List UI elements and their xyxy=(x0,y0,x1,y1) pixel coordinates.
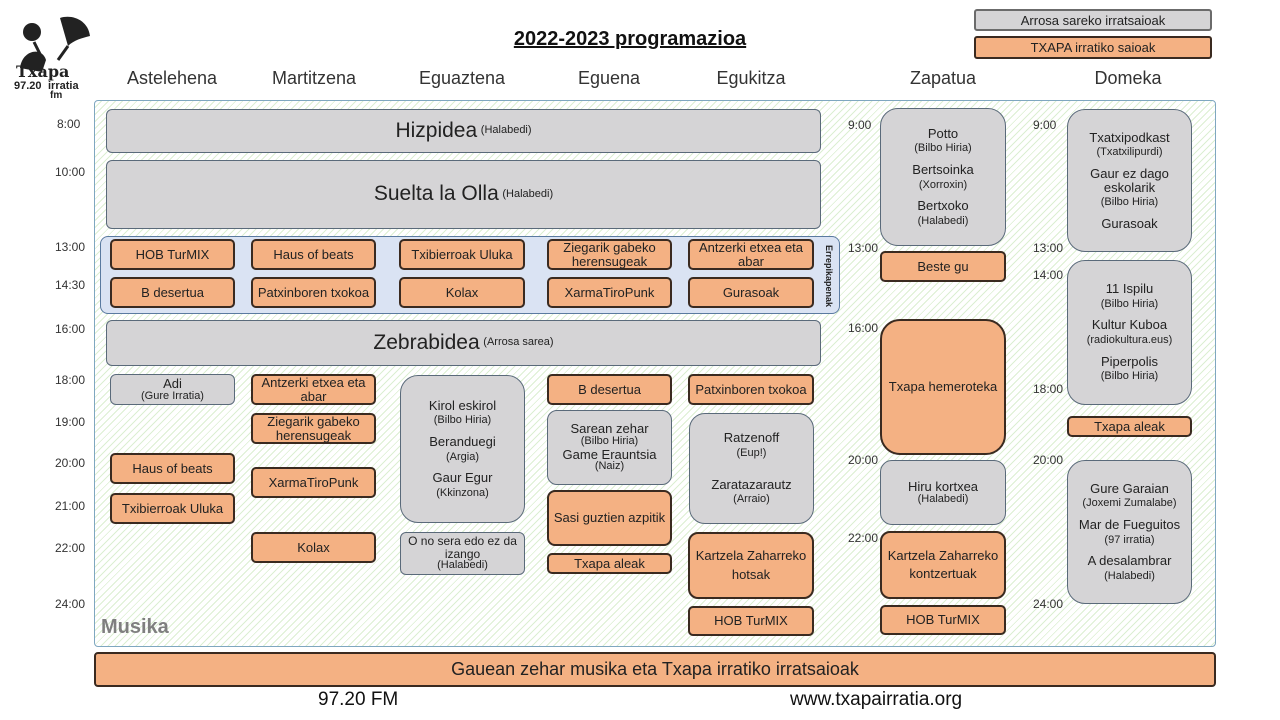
program-name: Suelta la Olla xyxy=(373,182,499,206)
program-o-no-sera[interactable] xyxy=(400,532,525,575)
program-source: (Arrosa sarea) xyxy=(483,336,554,349)
program-gurasoak[interactable]: Gurasoak xyxy=(688,277,814,308)
program-name: Gaur ez dago eskolarik xyxy=(1090,165,1169,195)
day-header-monday: Astelehena xyxy=(126,68,218,88)
program-group-saturday[interactable] xyxy=(880,108,1006,246)
program-item xyxy=(1088,554,1172,582)
program-group-sunday-evening[interactable] xyxy=(1067,460,1192,604)
program-name: Beranduegi xyxy=(429,433,496,449)
program-antzerki-etxea[interactable]: Antzerki etxea eta abar xyxy=(688,239,814,270)
repeats-label: Errepikapenak xyxy=(824,244,834,308)
program-group-sunday-morning[interactable] xyxy=(1067,109,1192,252)
musika-label: Musika xyxy=(101,616,169,638)
program-name: Bertxoko xyxy=(917,198,969,214)
program-name: Gurasoak xyxy=(1101,215,1158,231)
time-label: 9:00 xyxy=(848,118,872,132)
time-label: 22:00 xyxy=(848,531,879,545)
logo-irratia: irratia xyxy=(48,80,79,92)
program-kartzela-zaharreko-hotsak[interactable]: Kartzela Zaharreko hotsak xyxy=(688,532,814,599)
program-name: Hiru kortxea xyxy=(907,478,979,494)
program-xarmatiropunk[interactable]: XarmaTiroPunk xyxy=(547,277,672,308)
program-name: O no sera edo ez da izango xyxy=(408,534,517,561)
program-beste-gu[interactable]: Beste gu xyxy=(880,251,1006,282)
program-name: Ratzenoff xyxy=(723,430,780,446)
time-label: 20:00 xyxy=(55,456,86,470)
time-label: 18:00 xyxy=(55,373,86,387)
txapa-logo xyxy=(12,10,94,100)
program-group-sunday-afternoon[interactable] xyxy=(1067,260,1192,405)
program-source: (Halabedi) xyxy=(917,492,969,505)
program-patxinboren-txokoa[interactable]: Patxinboren txokoa xyxy=(688,374,814,405)
program-source: (Bilbo Hiria) xyxy=(1100,297,1159,310)
program-name: 11 Ispilu xyxy=(1105,281,1154,297)
day-header-sunday: Domeka xyxy=(1094,68,1162,88)
page-title: 2022-2023 programazioa xyxy=(513,28,747,50)
legend-txapa: TXAPA irratiko saioak xyxy=(974,36,1212,59)
time-label: 19:00 xyxy=(55,415,86,429)
program-item xyxy=(1101,217,1157,231)
program-item xyxy=(433,471,493,499)
time-label: 20:00 xyxy=(848,453,879,467)
program-source: (Halabedi) xyxy=(502,187,554,200)
program-antzerki-etxea[interactable]: Antzerki etxea eta abar xyxy=(251,374,376,405)
program-hob-turmix[interactable]: HOB TurMIX xyxy=(110,239,235,270)
program-source: (Bilbo Hiria) xyxy=(1100,370,1159,383)
time-label: 13:00 xyxy=(1033,241,1064,255)
program-haus-of-beats[interactable]: Haus of beats xyxy=(251,239,376,270)
program-source: (Eup!) xyxy=(736,446,767,459)
website-link[interactable]: www.txapairratia.org xyxy=(790,689,963,710)
program-name: Kirol eskirol xyxy=(428,397,497,413)
program-source: (Bilbo Hiria) xyxy=(580,434,639,447)
legend-arrosa: Arrosa sareko irratsaioak xyxy=(974,9,1212,31)
program-kolax[interactable]: Kolax xyxy=(251,532,376,563)
program-item xyxy=(1101,282,1158,310)
program-patxinboren-txokoa[interactable]: Patxinboren txokoa xyxy=(251,277,376,308)
time-label: 21:00 xyxy=(55,499,86,513)
day-header-friday: Egukitza xyxy=(716,68,786,88)
program-zebrabidea[interactable] xyxy=(106,320,821,366)
logo-name: Txapa xyxy=(16,62,70,81)
program-kartzela-zaharreko-kontzertuak[interactable]: Kartzela Zaharreko kontzertuak xyxy=(880,531,1006,599)
program-source: (Gure Irratia) xyxy=(141,389,204,402)
program-source: (Kkinzona) xyxy=(436,486,489,499)
program-name: Mar de Fueguitos xyxy=(1078,516,1181,532)
program-item xyxy=(1087,318,1173,346)
program-item xyxy=(1101,355,1158,383)
program-item xyxy=(912,163,973,191)
day-header-saturday: Zapatua xyxy=(909,68,977,88)
night-music-banner: Gauean zehar musika eta Txapa irratiko irratsaioak xyxy=(94,652,1216,687)
program-source: (97 irratia) xyxy=(1104,533,1155,546)
time-label: 22:00 xyxy=(55,541,86,555)
program-name: A desalambrar xyxy=(1087,553,1172,569)
frequency-label: 97.20 FM xyxy=(318,689,399,710)
program-source: (Arraio) xyxy=(733,493,770,506)
program-item xyxy=(1068,167,1191,209)
program-item xyxy=(1089,131,1169,159)
program-source: (Halabedi) xyxy=(1104,569,1155,582)
program-ziegarik[interactable]: Ziegarik gabeko herensugeak xyxy=(547,239,672,270)
program-name: Bertsoinka xyxy=(912,161,974,177)
program-source: (Halabedi) xyxy=(480,124,532,137)
program-group-thursday[interactable] xyxy=(547,410,672,485)
program-txapa-aleak[interactable]: Txapa aleak xyxy=(1067,416,1192,437)
time-label: 13:00 xyxy=(55,240,86,254)
program-sasi-guztien-azpitik[interactable]: Sasi guztien azpitik xyxy=(547,490,672,546)
program-item xyxy=(1079,518,1180,546)
program-item xyxy=(724,431,779,459)
program-suelta-la-olla[interactable] xyxy=(106,160,821,229)
day-header-thursday: Eguena xyxy=(577,68,641,88)
program-name: Txatxipodkast xyxy=(1089,129,1170,145)
program-hob-turmix[interactable]: HOB TurMIX xyxy=(880,605,1006,635)
program-item xyxy=(914,127,971,155)
program-adi[interactable] xyxy=(110,374,235,405)
program-source: (radiokultura.eus) xyxy=(1086,334,1173,347)
program-txibierroak-uluka[interactable]: Txibierroak Uluka xyxy=(399,239,525,270)
program-group-wednesday[interactable] xyxy=(400,375,525,523)
program-name: Zebrabidea xyxy=(373,330,480,354)
program-item xyxy=(1082,482,1176,510)
program-txapa-hemeroteka[interactable]: Txapa hemeroteka xyxy=(880,319,1006,455)
program-b-desertua[interactable]: B desertua xyxy=(110,277,235,308)
program-source: (Joxemi Zumalabe) xyxy=(1082,497,1177,510)
time-label: 14:30 xyxy=(55,278,86,292)
time-label: 24:00 xyxy=(1033,597,1064,611)
program-name: Zaratazarautz xyxy=(711,476,792,492)
program-hizpidea[interactable] xyxy=(106,109,821,153)
time-label: 9:00 xyxy=(1033,118,1057,132)
program-item xyxy=(429,435,496,463)
time-label: 18:00 xyxy=(1033,382,1064,396)
time-label: 24:00 xyxy=(55,597,86,611)
program-item xyxy=(917,199,968,227)
program-source: (Bilbo Hiria) xyxy=(433,414,492,427)
time-label: 10:00 xyxy=(55,165,86,179)
program-ziegarik[interactable]: Ziegarik gabeko herensugeak xyxy=(251,413,376,444)
logo-fm: fm xyxy=(50,90,63,101)
program-source: (Halabedi) xyxy=(917,214,969,227)
program-source: (Txatxilipurdi) xyxy=(1096,146,1163,159)
program-source: (Bilbo Hiria) xyxy=(1100,196,1159,209)
program-name: Hizpidea xyxy=(395,118,478,142)
program-name: Adi xyxy=(163,375,182,391)
program-source: (Argia) xyxy=(445,450,479,463)
program-txibierroak-uluka[interactable]: Txibierroak Uluka xyxy=(110,493,235,524)
program-name: Gure Garaian xyxy=(1090,480,1169,496)
program-kolax[interactable]: Kolax xyxy=(399,277,525,308)
program-source: (Bilbo Hiria) xyxy=(914,142,972,155)
time-label: 14:00 xyxy=(1033,268,1064,282)
time-label: 13:00 xyxy=(848,241,879,255)
day-header-tuesday: Martitzena xyxy=(271,68,357,88)
program-xarmatiropunk[interactable]: XarmaTiroPunk xyxy=(251,467,376,498)
program-txapa-aleak[interactable]: Txapa aleak xyxy=(547,553,672,574)
program-item xyxy=(711,478,791,506)
program-name: Potto xyxy=(927,125,959,141)
program-name: Kultur Kuboa xyxy=(1091,317,1168,333)
time-label: 16:00 xyxy=(55,322,86,336)
time-label: 16:00 xyxy=(848,321,879,335)
program-item xyxy=(429,399,496,427)
logo-frequency: 97.20 xyxy=(14,80,42,92)
program-name: Piperpolis xyxy=(1100,353,1159,369)
program-source: (Xorroxin) xyxy=(918,178,968,191)
program-source: (Naiz) xyxy=(594,460,625,473)
program-name: Gaur Egur xyxy=(432,470,493,486)
program-source: (Halabedi) xyxy=(437,559,488,572)
program-hob-turmix[interactable]: HOB TurMIX xyxy=(688,606,814,636)
program-name: Game Erauntsia xyxy=(562,446,657,462)
time-label: 20:00 xyxy=(1033,453,1064,467)
program-b-desertua[interactable]: B desertua xyxy=(547,374,672,405)
program-haus-of-beats[interactable]: Haus of beats xyxy=(110,453,235,484)
day-header-wednesday: Eguaztena xyxy=(418,68,506,88)
time-label: 8:00 xyxy=(57,117,81,131)
program-hiru-kortxea[interactable] xyxy=(880,460,1006,525)
program-group-friday[interactable] xyxy=(689,413,814,524)
program-name: Sarean zehar xyxy=(570,421,649,437)
